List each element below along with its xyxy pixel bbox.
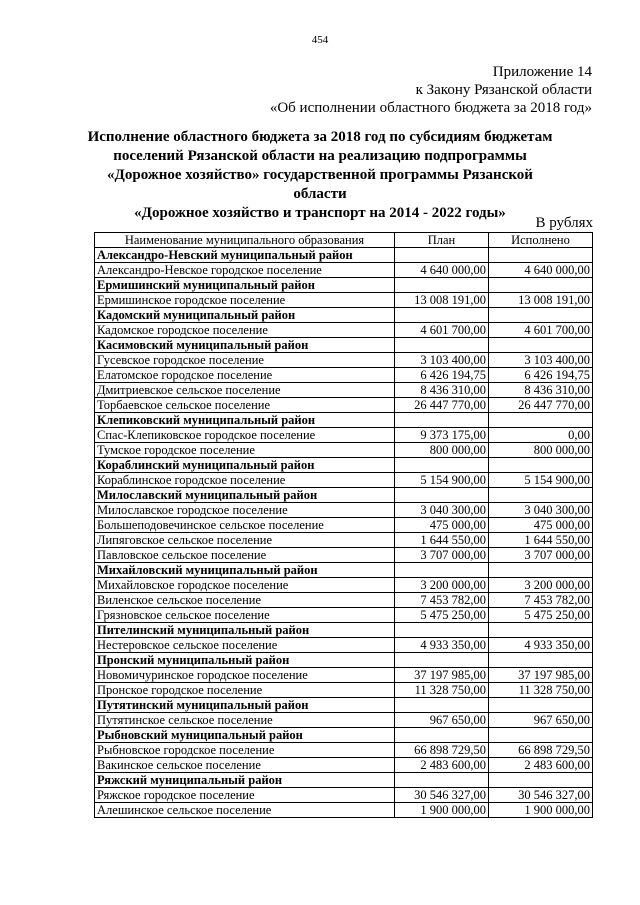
district-row	[95, 338, 593, 353]
empty-cell	[395, 563, 489, 578]
done-value: 4 601 700,00	[489, 323, 593, 338]
district-name: Пителинский муниципальный район	[95, 623, 395, 638]
empty-cell	[395, 728, 489, 743]
plan-value: 11 328 750,00	[395, 683, 489, 698]
settlement-name: Грязновское сельское поселение	[95, 608, 395, 623]
empty-cell	[395, 623, 489, 638]
done-value: 26 447 770,00	[489, 398, 593, 413]
district-row	[95, 563, 593, 578]
empty-cell	[395, 488, 489, 503]
district-name: Ряжский муниципальный район	[95, 773, 395, 788]
table-row	[95, 668, 593, 683]
district-name: Кадомский муниципальный район	[95, 308, 395, 323]
plan-value: 3 707 000,00	[395, 548, 489, 563]
done-value: 475 000,00	[489, 518, 593, 533]
plan-value: 30 546 327,00	[395, 788, 489, 803]
plan-value: 3 200 000,00	[395, 578, 489, 593]
settlement-name: Гусевское городское поселение	[95, 353, 395, 368]
done-value: 7 453 782,00	[489, 593, 593, 608]
empty-cell	[489, 413, 593, 428]
plan-value: 66 898 729,50	[395, 743, 489, 758]
budget-table	[94, 232, 593, 818]
district-name: Кораблинский муниципальный район	[95, 458, 395, 473]
document-title	[80, 128, 560, 223]
plan-value: 3 103 400,00	[395, 353, 489, 368]
done-value: 4 640 000,00	[489, 263, 593, 278]
plan-value: 5 154 900,00	[395, 473, 489, 488]
table-row	[95, 758, 593, 773]
district-row	[95, 488, 593, 503]
table-row	[95, 443, 593, 458]
table-row	[95, 593, 593, 608]
empty-cell	[489, 773, 593, 788]
appendix-line: к Закону Рязанской области	[415, 82, 592, 98]
table-row	[95, 638, 593, 653]
district-row	[95, 653, 593, 668]
done-value: 2 483 600,00	[489, 758, 593, 773]
done-value: 4 933 350,00	[489, 638, 593, 653]
empty-cell	[489, 563, 593, 578]
empty-cell	[395, 248, 489, 263]
appendix-line: «Об исполнении областного бюджета за 2018 год»	[269, 100, 592, 116]
header-plan: План	[395, 233, 489, 248]
district-name: Михайловский муниципальный район	[95, 563, 395, 578]
title-line: «Дорожное хозяйство и транспорт на 2014 - 2022 годы»	[134, 205, 506, 221]
table-row	[95, 323, 593, 338]
done-value: 1 644 550,00	[489, 533, 593, 548]
settlement-name: Путятинское сельское поселение	[95, 713, 395, 728]
settlement-name: Нестеровское сельское поселение	[95, 638, 395, 653]
empty-cell	[489, 458, 593, 473]
done-value: 30 546 327,00	[489, 788, 593, 803]
settlement-name: Спас-Клепиковское городское поселение	[95, 428, 395, 443]
done-value: 800 000,00	[489, 443, 593, 458]
empty-cell	[395, 413, 489, 428]
empty-cell	[489, 308, 593, 323]
district-row	[95, 458, 593, 473]
plan-value: 8 436 310,00	[395, 383, 489, 398]
plan-value: 3 040 300,00	[395, 503, 489, 518]
empty-cell	[395, 458, 489, 473]
title-line: Исполнение областного бюджета за 2018 год по субсидиям бюджетам	[87, 129, 553, 145]
settlement-name: Дмитриевское сельское поселение	[95, 383, 395, 398]
table-body	[95, 248, 593, 818]
district-row	[95, 698, 593, 713]
page-number: 454	[311, 34, 329, 46]
settlement-name: Михайловское городское поселение	[95, 578, 395, 593]
plan-value: 4 933 350,00	[395, 638, 489, 653]
empty-cell	[395, 338, 489, 353]
table-row	[95, 548, 593, 563]
empty-cell	[489, 488, 593, 503]
table-row	[95, 788, 593, 803]
district-name: Александро-Невский муниципальный район	[95, 248, 395, 263]
settlement-name: Павловское сельское поселение	[95, 548, 395, 563]
district-name: Милославский муниципальный район	[95, 488, 395, 503]
empty-cell	[395, 653, 489, 668]
table-row	[95, 428, 593, 443]
settlement-name: Елатомское городское поселение	[95, 368, 395, 383]
table-row	[95, 533, 593, 548]
done-value: 967 650,00	[489, 713, 593, 728]
empty-cell	[395, 278, 489, 293]
plan-value: 4 640 000,00	[395, 263, 489, 278]
table-row	[95, 608, 593, 623]
empty-cell	[489, 623, 593, 638]
done-value: 3 200 000,00	[489, 578, 593, 593]
settlement-name: Большеподовечинское сельское поселение	[95, 518, 395, 533]
plan-value: 1 900 000,00	[395, 803, 489, 818]
done-value: 13 008 191,00	[489, 293, 593, 308]
units-label: В рублях	[535, 215, 593, 231]
empty-cell	[489, 278, 593, 293]
done-value: 5 475 250,00	[489, 608, 593, 623]
table-row	[95, 713, 593, 728]
plan-value: 475 000,00	[395, 518, 489, 533]
settlement-name: Ряжское городское поселение	[95, 788, 395, 803]
done-value: 0,00	[489, 428, 593, 443]
done-value: 5 154 900,00	[489, 473, 593, 488]
settlement-name: Тумское городское поселение	[95, 443, 395, 458]
settlement-name: Ермишинское городское поселение	[95, 293, 395, 308]
appendix-line: Приложение 14	[492, 64, 592, 80]
empty-cell	[489, 653, 593, 668]
done-value: 8 436 310,00	[489, 383, 593, 398]
district-row	[95, 278, 593, 293]
table-row	[95, 473, 593, 488]
done-value: 3 103 400,00	[489, 353, 593, 368]
plan-value: 26 447 770,00	[395, 398, 489, 413]
district-name: Пронский муниципальный район	[95, 653, 395, 668]
title-line: «Дорожное хозяйство» государственной программы Рязанской области	[107, 167, 533, 202]
done-value: 37 197 985,00	[489, 668, 593, 683]
settlement-name: Рыбновское городское поселение	[95, 743, 395, 758]
district-row	[95, 728, 593, 743]
plan-value: 5 475 250,00	[395, 608, 489, 623]
settlement-name: Алешинское сельское поселение	[95, 803, 395, 818]
settlement-name: Кадомское городское поселение	[95, 323, 395, 338]
plan-value: 2 483 600,00	[395, 758, 489, 773]
district-row	[95, 308, 593, 323]
title-line: поселений Рязанской области на реализацию подпрограммы	[113, 148, 527, 164]
district-row	[95, 623, 593, 638]
empty-cell	[489, 338, 593, 353]
settlement-name: Кораблинское городское поселение	[95, 473, 395, 488]
table-row	[95, 803, 593, 818]
settlement-name: Александро-Невское городское поселение	[95, 263, 395, 278]
settlement-name: Торбаевское сельское поселение	[95, 398, 395, 413]
table-row	[95, 293, 593, 308]
plan-value: 967 650,00	[395, 713, 489, 728]
header-done: Исполнено	[489, 233, 593, 248]
empty-cell	[489, 698, 593, 713]
district-name: Рыбновский муниципальный район	[95, 728, 395, 743]
table-row	[95, 398, 593, 413]
done-value: 6 426 194,75	[489, 368, 593, 383]
header-name: Наименование муниципального образования	[95, 233, 395, 248]
district-row	[95, 248, 593, 263]
done-value: 66 898 729,50	[489, 743, 593, 758]
empty-cell	[489, 728, 593, 743]
plan-value: 9 373 175,00	[395, 428, 489, 443]
plan-value: 800 000,00	[395, 443, 489, 458]
table-row	[95, 263, 593, 278]
table-row	[95, 368, 593, 383]
empty-cell	[489, 248, 593, 263]
done-value: 3 040 300,00	[489, 503, 593, 518]
appendix-note	[270, 63, 592, 117]
plan-value: 13 008 191,00	[395, 293, 489, 308]
district-row	[95, 773, 593, 788]
plan-value: 6 426 194,75	[395, 368, 489, 383]
table-row	[95, 743, 593, 758]
done-value: 1 900 000,00	[489, 803, 593, 818]
settlement-name: Пронское городское поселение	[95, 683, 395, 698]
table-row	[95, 383, 593, 398]
table-row	[95, 503, 593, 518]
settlement-name: Новомичуринское городское поселение	[95, 668, 395, 683]
plan-value: 1 644 550,00	[395, 533, 489, 548]
empty-cell	[395, 698, 489, 713]
empty-cell	[395, 773, 489, 788]
settlement-name: Виленское сельское поселение	[95, 593, 395, 608]
settlement-name: Милославское городское поселение	[95, 503, 395, 518]
district-name: Клепиковский муниципальный район	[95, 413, 395, 428]
done-value: 3 707 000,00	[489, 548, 593, 563]
district-name: Путятинский муниципальный район	[95, 698, 395, 713]
table-row	[95, 683, 593, 698]
plan-value: 37 197 985,00	[395, 668, 489, 683]
table-row	[95, 353, 593, 368]
settlement-name: Липяговское сельское поселение	[95, 533, 395, 548]
table-row	[95, 518, 593, 533]
empty-cell	[395, 308, 489, 323]
plan-value: 4 601 700,00	[395, 323, 489, 338]
table-row	[95, 578, 593, 593]
district-row	[95, 413, 593, 428]
done-value: 11 328 750,00	[489, 683, 593, 698]
settlement-name: Вакинское сельское поселение	[95, 758, 395, 773]
district-name: Ермишинский муниципальный район	[95, 278, 395, 293]
district-name: Касимовский муниципальный район	[95, 338, 395, 353]
table-header-row	[95, 233, 593, 248]
plan-value: 7 453 782,00	[395, 593, 489, 608]
